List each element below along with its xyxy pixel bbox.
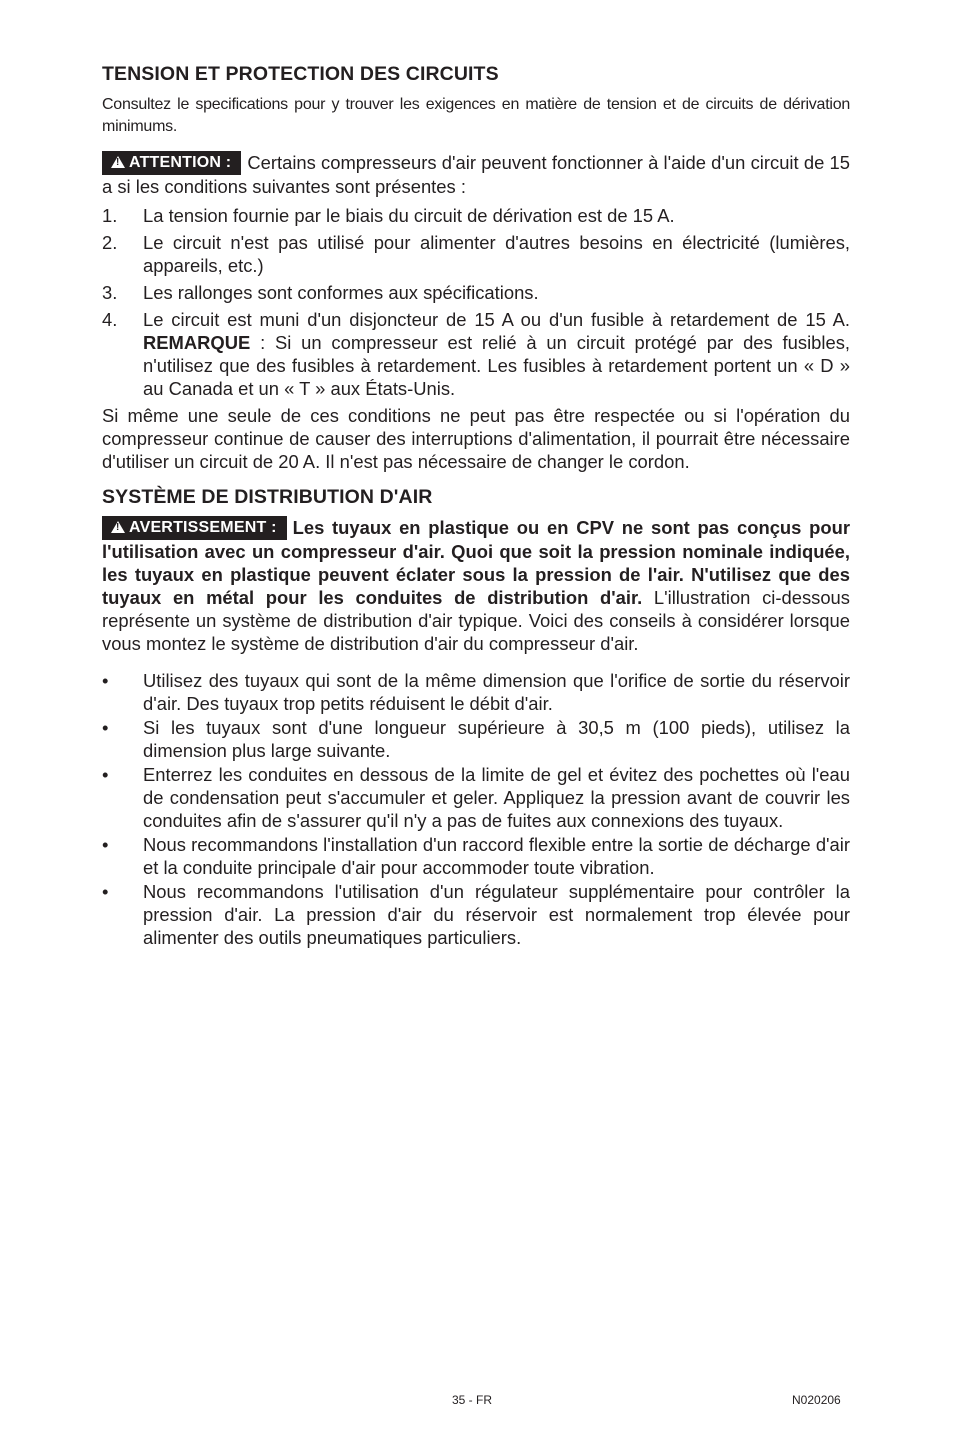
- bullet-mark: •: [102, 834, 109, 855]
- section-intro: Consultez le specifications pour y trouver les exigences en matière de tension et de circuits de dérivation minimums.: [102, 96, 850, 135]
- attention-label: ATTENTION :: [129, 154, 232, 171]
- document-page: [102, 60, 850, 950]
- list-text: [143, 308, 850, 400]
- section-title-circuits: TENSION ET PROTECTION DES CIRCUITS: [102, 63, 499, 85]
- list-item: [102, 833, 850, 879]
- conditions-list: [102, 204, 850, 400]
- warning-badge: [102, 516, 287, 540]
- bullet-mark: •: [102, 881, 109, 902]
- list-number: 1.: [102, 205, 118, 226]
- list-item: [102, 204, 850, 227]
- list-number: 2.: [102, 232, 118, 253]
- list-item: [102, 880, 850, 949]
- note-label: REMARQUE: [143, 332, 251, 353]
- section-title-distribution: SYSTÈME DE DISTRIBUTION D'AIR: [102, 486, 433, 508]
- warning-triangle-icon: [111, 521, 125, 533]
- closing-paragraph: Si même une seule de ces conditions ne peut pas être respectée ou si l'opération du compresseur continue de causer des interruptions d'alimentation, il pourrait être nécessaire d'utiliser un circuit de 20 A. Il n'est pas nécessaire de changer le cordon.: [102, 405, 850, 472]
- list-text-before: Le circuit est muni d'un disjoncteur de 15 A ou d'un fusible à retardement de 15 A.: [143, 309, 850, 330]
- bullet-text: Si les tuyaux sont d'une longueur supérieure à 30,5 m (100 pieds), utilisez la dimension plus large suivante.: [143, 717, 850, 761]
- bullet-mark: •: [102, 670, 109, 691]
- warning-paragraph: [102, 516, 850, 655]
- list-item: [102, 763, 850, 832]
- list-number: 3.: [102, 282, 118, 303]
- list-item: [102, 231, 850, 277]
- list-item: [102, 308, 850, 400]
- document-code: N020206: [792, 1393, 841, 1407]
- attention-paragraph: [102, 151, 850, 198]
- list-item: [102, 669, 850, 715]
- bullet-mark: •: [102, 764, 109, 785]
- bullet-text: Enterrez les conduites en dessous de la limite de gel et évitez des pochettes où l'eau de condensation peut s'accumuler et geler. Appliquez la pression avant de couvrir les conduites afin de s'assurer qu'il n'y a pas de fuites aux connexions des tuyaux.: [143, 764, 850, 831]
- bullet-text: Nous recommandons l'installation d'un raccord flexible entre la sortie de décharge d'air et la conduite principale d'air pour accommoder toute vibration.: [143, 834, 850, 878]
- list-text: Les rallonges sont conformes aux spécifications.: [143, 282, 539, 303]
- warning-text: L'illustration ci-dessous représente un système de distribution d'air typique. Voici des conseils à considérer lorsque vous montez le système de distribution d'air du compresseur d'air.: [102, 587, 850, 654]
- attention-badge: [102, 151, 241, 175]
- list-number: 4.: [102, 309, 118, 330]
- warning-triangle-icon: [111, 156, 125, 168]
- warning-bold-text: Les tuyaux en plastique ou en CPV ne sont pas conçus pour l'utilisation avec un compresseur d'air. Quoi que soit la pression nominale indiquée, les tuyaux en plastique peuvent éclater sous la pression de l'air. N'utilisez que des tuyaux en métal pour les conduites de distribution d'air.: [102, 517, 850, 608]
- bullet-text: Utilisez des tuyaux qui sont de la même dimension que l'orifice de sortie du réservoir d'air. Des tuyaux trop petits réduisent le débit d'air.: [143, 670, 850, 714]
- bullet-text: Nous recommandons l'utilisation d'un régulateur supplémentaire pour contrôler la pression d'air. La pression d'air du réservoir est normalement trop élevée pour alimenter des outils pneumatiques particuliers.: [143, 881, 850, 948]
- tips-list: [102, 669, 850, 949]
- bullet-mark: •: [102, 717, 109, 738]
- attention-text: Certains compresseurs d'air peuvent fonctionner à l'aide d'un circuit de 15 a si les conditions suivantes sont présentes :: [102, 152, 850, 197]
- list-item: [102, 281, 850, 304]
- list-text-after: : Si un compresseur est relié à un circuit protégé par des fusibles, n'utilisez que des fusibles à retardement. Les fusibles à retardement portent un « D » au Canada et un « T » aux États-Unis.: [143, 332, 850, 399]
- warning-label: AVERTISSEMENT :: [129, 519, 277, 536]
- list-text: La tension fournie par le biais du circuit de dérivation est de 15 A.: [143, 205, 675, 226]
- list-text: Le circuit n'est pas utilisé pour alimenter d'autres besoins en électricité (lumières, appareils, etc.): [143, 232, 850, 276]
- page-number: 35 - FR: [452, 1393, 493, 1407]
- list-item: [102, 716, 850, 762]
